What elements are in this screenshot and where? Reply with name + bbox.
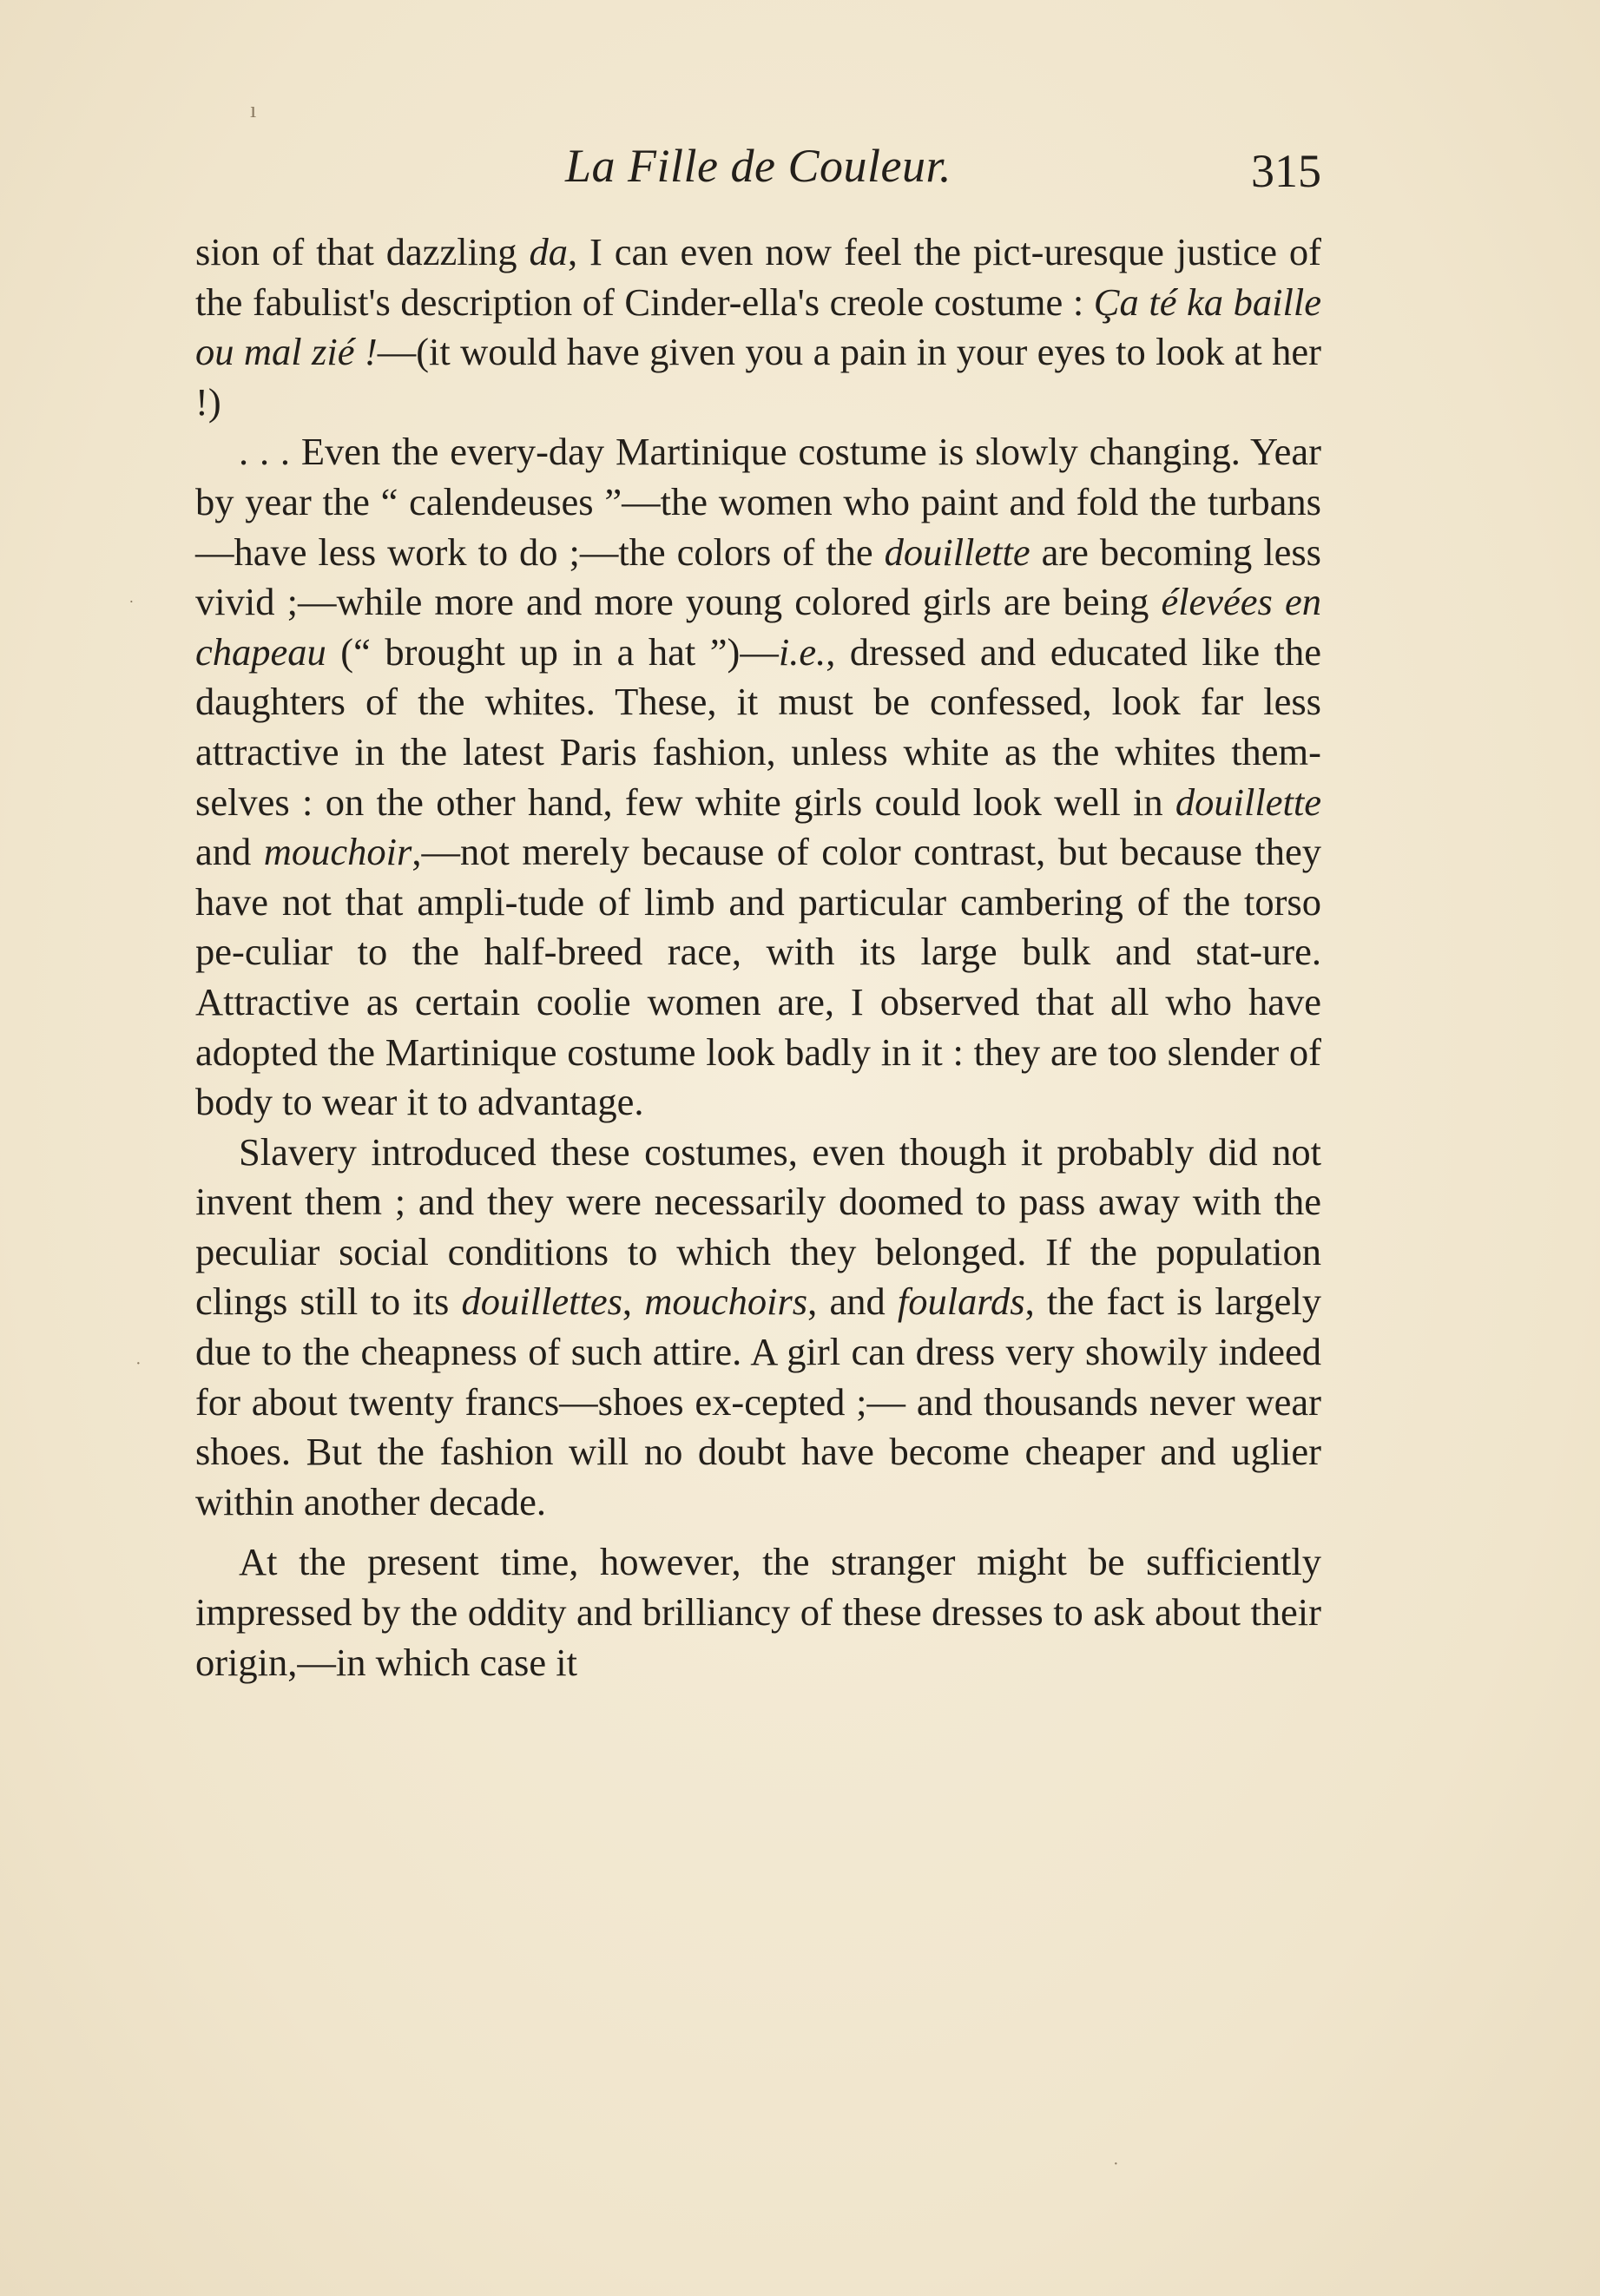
running-header <box>195 132 1321 201</box>
text-run: , the fact is largely due to the cheapness of such attire. A girl can dress very showily indeed for about twenty francs—shoes ex-cepted ;— and thousands never wear shoes. But the fashion will no doubt have become cheaper and uglier within another decade. <box>195 1280 1321 1523</box>
body-text <box>195 227 1321 1687</box>
italic-run: da <box>529 230 568 273</box>
italic-run: mouchoirs <box>644 1280 808 1324</box>
italic-run: mouchoir <box>263 830 412 874</box>
text-run: sion of that dazzling <box>195 230 530 273</box>
paragraph-3 <box>195 1128 1321 1528</box>
text-run: , <box>622 1280 645 1324</box>
text-run: —(it would have given you a pain in your eyes to look at her !) <box>195 330 1321 424</box>
paragraph-4 <box>195 1537 1321 1687</box>
text-run: Slavery introduced these costumes, even though it probably did not invent them ; and they were necessarily doomed to pass away with the peculiar social conditions to which they belonged. If the population clings still to its <box>195 1129 1321 1324</box>
text-run: At the present time, however, the stranger might be sufficiently impressed by the oddity and brilliancy of these dresses to ask about their origin,—in which case it <box>195 1540 1321 1684</box>
book-page: ı ˙ · · La Fille de Couleur. 315 sion of that dazzling da, I can even now feel the pict-uresque justice of the fabulist's description of Cinder-ella's creole costume : Ça té ka baille ou mal zié !—(it would have given you a pain in your eyes to look at her !) . . . Even the every-day Martinique costume is slowly changing. Year by year the “ calendeuses ”—the women who paint and fold the turbans—have less work to do ;—the colors of the douillette are becoming less vivid ;—while more and more young colored girls are being élevées en chapeau (“ brought up in a hat ”)—i.e., dressed and educated like the daughters of the whites. These, it must be confessed, look far less attractive in the latest Paris fashion, unless white as the whites them-selves : on the other hand, few white girls could look well in douillette and mouchoir,—not merely because of color contrast, but because they have not that ampli-tude of limb and particular cambering of the torso pe-culiar to the half-breed race, with its large bulk and stat-ure. Attractive as certain coolie women are, I observed that all who have adopted the Martinique costume look badly in it : they are too slender of body to wear it to advantage. Slavery introduced these costumes, even though it probably did not invent them ; and they were necessarily doomed to pass away with the peculiar social conditions to which they belonged. If the population clings still to its douillettes, mouchoirs, and foulards, the fact is largely due to the cheapness of such attire. A girl can dress very showily indeed for about twenty francs—shoes ex-cepted ;— and thousands never wear shoes. But the fashion will no doubt have become cheaper and uglier within another decade. At the present time, however, the stranger might be sufficiently impressed by the oddity and brilliancy of these dresses to ask about their origin,—in which case it <box>0 0 1600 2296</box>
text-run: are becoming less vivid ;—while more and more young colored girls are being <box>195 530 1321 624</box>
italic-run: élevées en chapeau <box>195 580 1321 674</box>
paragraph-1 <box>195 227 1321 427</box>
italic-run: foulards <box>897 1280 1025 1324</box>
text-run: (“ brought up in a hat ”)— <box>326 629 779 674</box>
page-number: 315 <box>1251 145 1321 197</box>
paragraph-2 <box>195 427 1321 1127</box>
italic-run: Ça té ka baille ou mal zié ! <box>195 280 1322 374</box>
italic-run: douillettes <box>461 1280 622 1324</box>
text-run: ,—not merely because of color contrast, but because they have not that ampli-tude of limb and particular cambering of the torso pe-culiar to the half-breed race, with its large bulk and stat-ure. Attractive as certain coolie women are, I observed that all who have adopted the Martinique costume look badly in it : they are too slender of body to wear it to advantage. <box>195 830 1321 1124</box>
italic-run: douillette <box>1175 780 1321 824</box>
italic-run: i.e. <box>778 629 826 674</box>
text-run: , and <box>807 1280 898 1324</box>
text-run: , I can even now feel the pict-uresque justice of the fabulist's description of Cinder-ella's creole costume : <box>195 230 1321 324</box>
italic-run: douillette <box>884 530 1030 574</box>
text-run: , dressed and educated like the daughters of the whites. These, it must be confessed, look far less attractive in the latest Paris fashion, unless white as the whites them-selves : on the other hand, few white girls could look well in <box>195 629 1321 824</box>
text-run: and <box>195 830 264 874</box>
running-title: La Fille de Couleur. <box>565 140 951 192</box>
text-run: . . . Even the every-day Martinique costume is slowly changing. Year by year the “ calendeuses ”—the women who paint and fold the turbans—have less work to do ;—the colors of the <box>195 430 1321 574</box>
